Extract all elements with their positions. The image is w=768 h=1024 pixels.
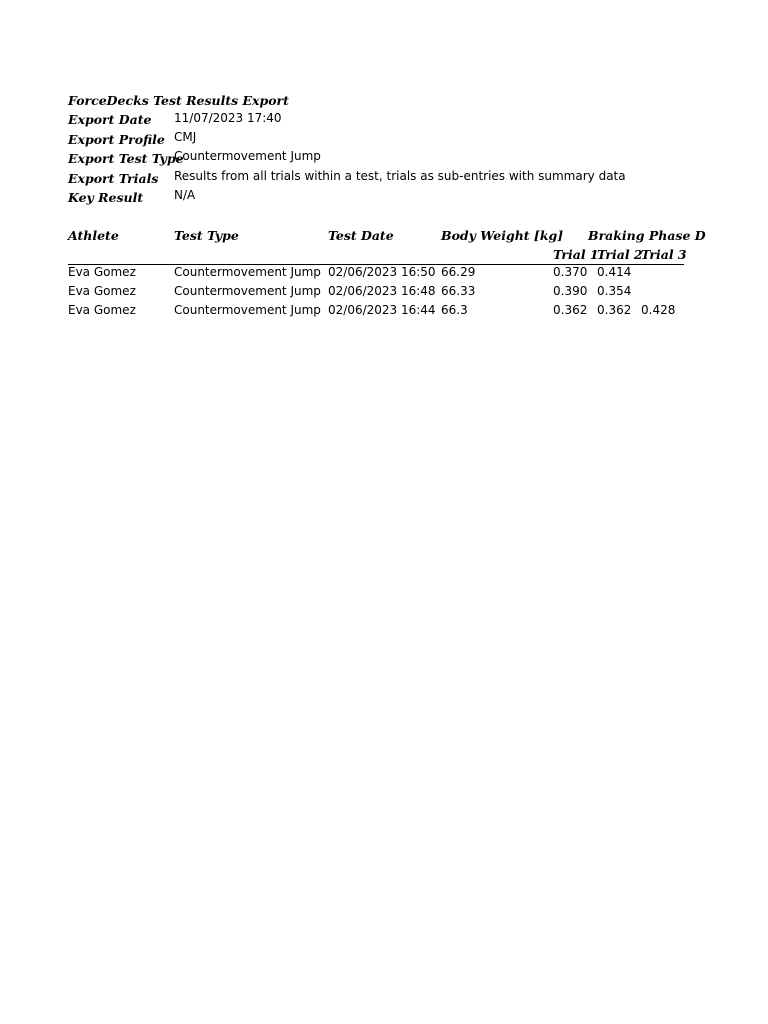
trial-1-cell: 0.390 bbox=[553, 284, 588, 298]
export-trials-value: Results from all trials within a test, trials as sub-entries with summary data bbox=[174, 169, 626, 183]
athlete-cell: Eva Gomez bbox=[68, 265, 136, 279]
trial-1-cell: 0.370 bbox=[553, 265, 588, 279]
test-type-cell: Countermovement Jump bbox=[174, 265, 321, 279]
export-test-type-value: Countermovement Jump bbox=[174, 149, 321, 163]
body-weight-cell: 66.29 bbox=[441, 265, 476, 279]
trial-3-cell: 0.428 bbox=[641, 303, 676, 317]
test-type-column-header: Test Type bbox=[174, 228, 239, 243]
export-profile-value: CMJ bbox=[174, 130, 197, 144]
trial-2-cell: 0.354 bbox=[597, 284, 632, 298]
export-trials-label: Export Trials bbox=[68, 171, 159, 186]
athlete-column-header: Athlete bbox=[68, 228, 119, 243]
body-weight-column-header: Body Weight [kg] bbox=[441, 228, 564, 243]
export-test-type-label: Export Test Type bbox=[68, 151, 184, 166]
trial-2-cell: 0.362 bbox=[597, 303, 632, 317]
test-date-cell: 02/06/2023 16:48 bbox=[328, 284, 436, 298]
athlete-cell: Eva Gomez bbox=[68, 284, 136, 298]
export-profile-label: Export Profile bbox=[68, 132, 165, 147]
key-result-value: N/A bbox=[174, 188, 196, 202]
trial-2-header: Trial 2 bbox=[597, 247, 643, 262]
key-result-label: Key Result bbox=[68, 190, 144, 205]
export-date-value: 11/07/2023 17:40 bbox=[174, 111, 282, 125]
body-weight-cell: 66.33 bbox=[441, 284, 476, 298]
braking-phase-column-header: Braking Phase D bbox=[588, 228, 706, 243]
trial-3-header: Trial 3 bbox=[641, 247, 687, 262]
test-date-column-header: Test Date bbox=[328, 228, 394, 243]
document-title: ForceDecks Test Results Export bbox=[68, 93, 289, 108]
body-weight-cell: 66.3 bbox=[441, 303, 468, 317]
export-date-label: Export Date bbox=[68, 112, 152, 127]
athlete-cell: Eva Gomez bbox=[68, 303, 136, 317]
test-date-cell: 02/06/2023 16:50 bbox=[328, 265, 436, 279]
test-date-cell: 02/06/2023 16:44 bbox=[328, 303, 436, 317]
test-type-cell: Countermovement Jump bbox=[174, 303, 321, 317]
trial-1-cell: 0.362 bbox=[553, 303, 588, 317]
trial-2-cell: 0.414 bbox=[597, 265, 632, 279]
trial-1-header: Trial 1 bbox=[553, 247, 599, 262]
test-type-cell: Countermovement Jump bbox=[174, 284, 321, 298]
